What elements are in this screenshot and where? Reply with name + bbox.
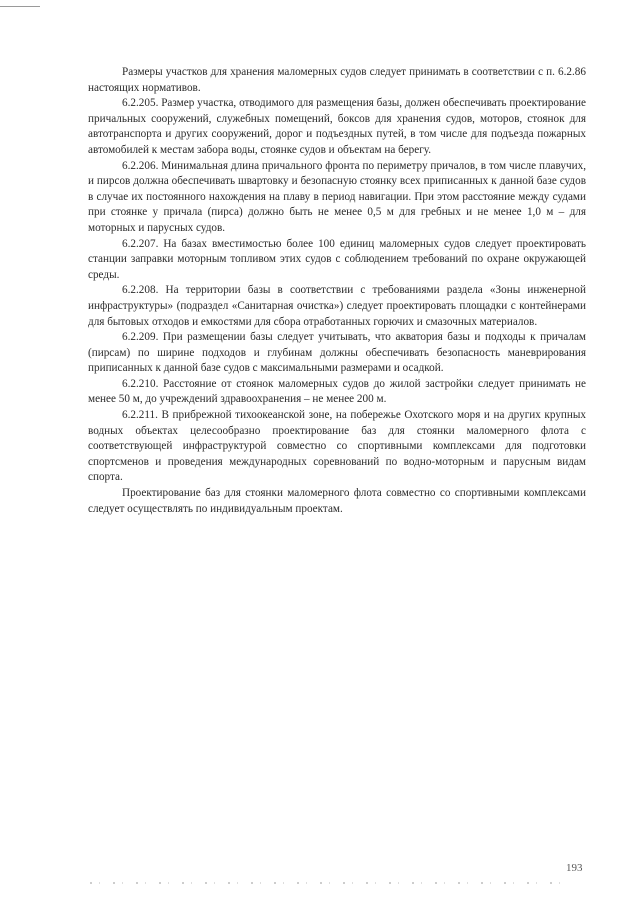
page-number: 193 <box>566 862 583 874</box>
paragraph-6-2-211: 6.2.211. В прибрежной тихоокеанской зоне, на побережье Охотского моря и на других крупных водных объектах целесообразно проектирование баз для стоянки маломерного флота с соответствующей инфраструктурой совместно со спортивными комплексами для подготовки спортсменов и проведения международных соревнований по водно-моторным и парусным видам спорта. <box>88 409 586 484</box>
paragraph-6-2-207: 6.2.207. На базах вместимостью более 100 единиц маломерных судов следует проектировать станции заправки моторным топливом этих судов с соблюдением требований по охране окружающей среды. <box>88 237 586 281</box>
scan-edge-mark <box>0 6 40 7</box>
paragraph-6-2-206: 6.2.206. Минимальная длина причального фронта по периметру причалов, в том числе плавучих, и пирсов должна обеспечивать швартовку и безопасную стоянку всех приписанных к данной базе судов в случае их постоянного нахождения на плаву в период навигации. При этом расстояние между судами при стоянке у причала (пирса) должно быть не менее 0,5 м для гребных и не менее 1,0 м – для моторных и парусных судов. <box>88 159 586 234</box>
scan-bottom-noise <box>90 882 560 884</box>
document-body <box>88 65 586 517</box>
paragraph-6-2-205: 6.2.205. Размер участка, отводимого для размещения базы, должен обеспечивать проектирование причальных сооружений, служебных помещений, боксов для хранения судов, моторов, стоянок для автотранспорта и других сооружений, дорог и подъездных путей, в том числе для подъезда пожарных автомобилей к местам забора воды, стоянке судов и объектам на берегу. <box>88 97 586 156</box>
paragraph-vessel-plots: Размеры участков для хранения маломерных судов следует принимать в соответствии с п. 6.2.86 настоящих нормативов. <box>88 66 586 94</box>
paragraph-6-2-210: 6.2.210. Расстояние от стоянок маломерных судов до жилой застройки следует принимать не менее 50 м, до учреждений здравоохранения – не менее 200 м. <box>88 377 586 406</box>
paragraph-6-2-208: 6.2.208. На территории базы в соответствии с требованиями раздела «Зоны инженерной инфраструктуры» (подраздел «Санитарная очистка») следует проектировать площадки с контейнерами для бытовых отходов и емкостями для сбора отработанных горючих и смазочных материалов. <box>88 284 586 328</box>
paragraph-sports-complexes: Проектирование баз для стоянки маломерного флота совместно со спортивными комплексами следует осуществлять по индивидуальным проектам. <box>88 487 586 515</box>
paragraph-6-2-209: 6.2.209. При размещении базы следует учитывать, что акватория базы и подходы к причалам (пирсам) по ширине подходов и глубинам должны обеспечивать безопасность маневрирования приписанных к данной базе судов с максимальными размерами и осадкой. <box>88 331 586 375</box>
